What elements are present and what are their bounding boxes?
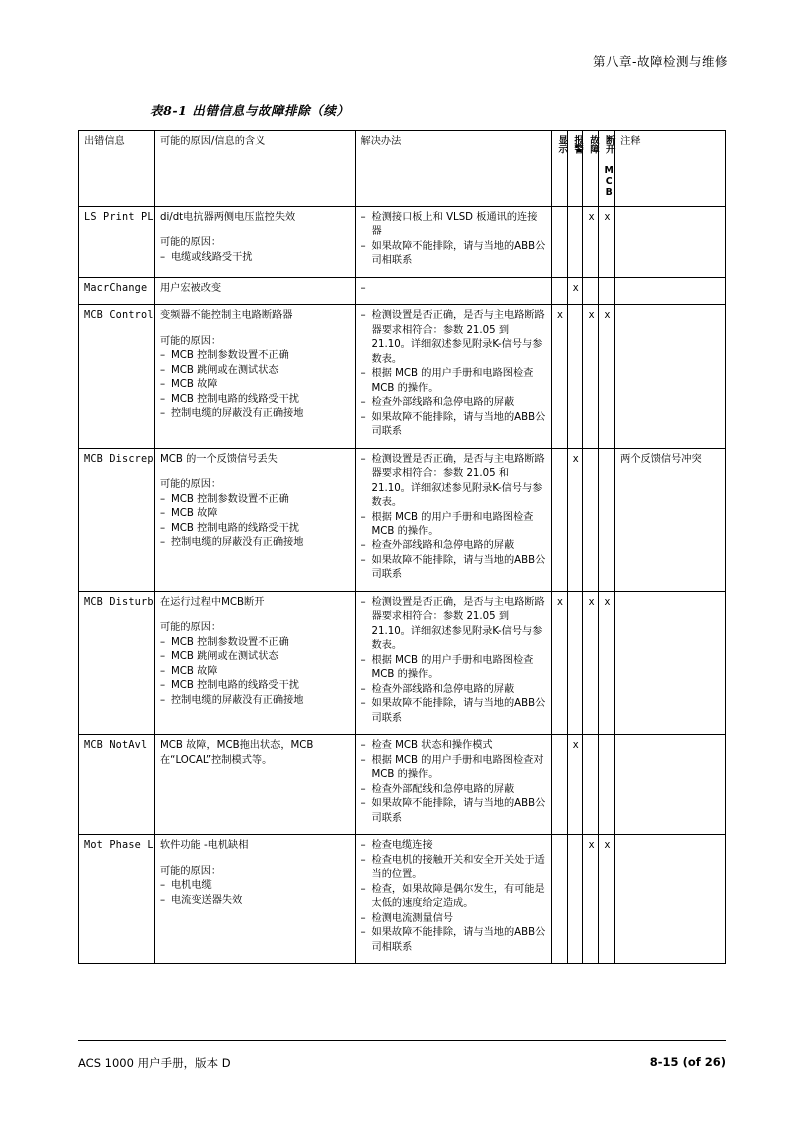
cause-list-item: – 电机电缆 [160,879,350,893]
cell-mark-display [551,277,567,304]
remedy-list-item: – 如果故障不能排除，请与当地的ABB公司联系 [361,554,546,583]
cell-cause [154,277,355,304]
remedy-list-item: – 检查电缆连接 [361,839,546,853]
remedy-list-item: – 检测电流测量信号 [361,912,546,926]
remedy-list-item: – 检查，如果故障是偶尔发生，有可能是太低的速度给定造成。 [361,883,546,912]
running-header: 第八章-故障检测与维修 [592,54,728,69]
cell-mark-fault: x [583,305,599,448]
cause-list [160,349,350,421]
remedy-list-item: – 如果故障不能排除，请与当地的ABB公司联系 [361,411,546,440]
cause-lead: MCB 的一个反馈信号丢失 [159,453,278,465]
remedy-list-item: – 检测设置是否正确，是否与主电路断路器要求相符合：参数 21.05 到 21.10。详细叙述参见附录K-信号与参数表。 [361,309,546,367]
cell-cause [154,448,355,591]
remedy-list-item: – 根据 MCB 的用户手册和电路图检查 MCB 的操作。 [361,367,546,396]
cause-list-item: – MCB 跳闸或在测试状态 [160,650,350,664]
column-header-alarm: 报警 [567,131,583,207]
cause-list-item: – MCB 故障 [160,378,350,392]
remedy-list-item: – 检查外部线路和急停电路的屏蔽 [361,539,546,553]
cell-note: 两个反馈信号冲突 [615,448,726,591]
cause-lead: 软件功能 -电机缺相 [159,840,249,852]
table-header-row [79,131,726,207]
cell-error-code: MCB Disturb [79,591,155,734]
cell-mark-display: x [551,305,567,448]
fault-table [78,130,726,964]
cause-list-item: – MCB 跳闸或在测试状态 [160,364,350,378]
spacer [160,324,350,335]
table-row [79,735,726,835]
cell-mark-alarm [567,206,583,277]
cause-lead: di/dt电抗器两侧电压监控失效 [159,211,296,223]
cell-mark-fault: x [583,206,599,277]
cell-mark-trip-mcb [599,448,615,591]
cause-heading: 可能的原因： [159,237,222,249]
cell-cause [154,206,355,277]
cause-list-item: – MCB 控制电路的线路受干扰 [160,679,350,693]
table-row [79,448,726,591]
cell-remedy [355,448,551,591]
cell-mark-trip-mcb [599,277,615,304]
column-header-code: 出错信息 [79,131,155,207]
remedy-list-item: – 检测接口板上和 VLSD 板通讯的连接器 [361,211,546,240]
cell-note [615,835,726,964]
remedy-list-item: – 检查 MCB 状态和操作模式 [361,739,546,753]
cause-list-item: – 控制电缆的屏蔽没有正确接地 [160,407,350,421]
remedy-list-item: – 检查外部配线和急停电路的屏蔽 [361,783,546,797]
column-header-cause: 可能的原因/信息的含义 [154,131,355,207]
cause-list-item: – MCB 控制电路的线路受干扰 [160,393,350,407]
cell-cause [154,305,355,448]
cause-lead: MCB 故障，MCB拖出状态，MCB在“LOCAL”控制模式等。 [159,740,314,766]
cause-heading: 可能的原因： [159,479,222,491]
cause-heading: 可能的原因： [159,335,222,347]
fault-table-body [79,206,726,963]
spacer [160,225,350,236]
cause-lead: 变频器不能控制主电路断路器 [159,310,293,322]
cause-list-item: – MCB 故障 [160,665,350,679]
cause-list [160,636,350,708]
remedy-plain: – [360,282,366,294]
cell-cause [154,735,355,835]
cause-list-item: – MCB 故障 [160,507,350,521]
cause-lead: 用户宏被改变 [159,282,222,294]
remedy-list-item: – 如果故障不能排除，请与当地的ABB公司相联系 [361,926,546,955]
remedy-list [361,596,546,726]
cell-mark-display: x [551,591,567,734]
remedy-list-item: – 检测设置是否正确，是否与主电路断路器要求相符合：参数 21.05 到 21.10。详细叙述参见附录K-信号与参数表。 [361,596,546,654]
cause-list-item: – 电流变送器失效 [160,894,350,908]
spacer [160,610,350,621]
cell-note [615,277,726,304]
cause-list-item: – 控制电缆的屏蔽没有正确接地 [160,536,350,550]
cell-mark-trip-mcb: x [599,835,615,964]
cell-mark-alarm: x [567,448,583,591]
cell-mark-fault: x [583,835,599,964]
cause-heading: 可能的原因： [159,622,222,634]
column-header-remedy: 解决办法 [355,131,551,207]
cell-mark-fault [583,277,599,304]
footer-page-number: 8-15 (of 26) [649,1055,726,1069]
footer-manual-title: ACS 1000 用户手册，版本 D [78,1056,231,1070]
cell-mark-display [551,735,567,835]
remedy-list-item: – 如果故障不能排除，请与当地的ABB公司联系 [361,697,546,726]
remedy-list-item: – 根据 MCB 的用户手册和电路图检查对 MCB 的操作。 [361,754,546,783]
cell-remedy [355,277,551,304]
cell-mark-trip-mcb: x [599,206,615,277]
table-caption: 表8-1 出错信息与故障排除（续） [150,103,350,118]
cell-mark-trip-mcb [599,735,615,835]
cell-mark-fault [583,735,599,835]
cause-list-item: – MCB 控制参数设置不正确 [160,636,350,650]
remedy-list-item: – 检查外部线路和急停电路的屏蔽 [361,396,546,410]
cell-remedy [355,835,551,964]
cell-mark-display [551,206,567,277]
column-header-note: 注释 [615,131,726,207]
cause-list [160,493,350,551]
remedy-list [361,739,546,826]
table-row [79,835,726,964]
cell-cause [154,591,355,734]
cause-list-item: – MCB 控制参数设置不正确 [160,349,350,363]
cell-note [615,206,726,277]
remedy-list-item: – 检查电机的接触开关和安全开关处于适当的位置。 [361,854,546,883]
cell-error-code: MCB Control [79,305,155,448]
column-header-trip-mcb: 断开 MCB [599,131,615,207]
table-row [79,277,726,304]
cell-mark-fault [583,448,599,591]
remedy-list-item: – 如果故障不能排除，请与当地的ABB公司相联系 [361,240,546,269]
remedy-list-item: – 如果故障不能排除，请与当地的ABB公司联系 [361,797,546,826]
cell-mark-alarm [567,835,583,964]
remedy-list-item: – 检测设置是否正确，是否与主电路断路器要求相符合：参数 21.05 和 21.10。详细叙述参见附录K-信号与参数表。 [361,453,546,511]
cell-mark-trip-mcb: x [599,591,615,734]
cause-heading: 可能的原因： [159,865,222,877]
remedy-list-item: – 根据 MCB 的用户手册和电路图检查 MCB 的操作。 [361,511,546,540]
cell-error-code: MacrChange [79,277,155,304]
cell-mark-alarm [567,305,583,448]
remedy-list [361,211,546,269]
cell-mark-fault: x [583,591,599,734]
cell-mark-alarm [567,591,583,734]
cell-remedy [355,591,551,734]
cause-list-item: – MCB 控制参数设置不正确 [160,493,350,507]
table-row [79,206,726,277]
remedy-list-item: – 根据 MCB 的用户手册和电路图检查 MCB 的操作。 [361,654,546,683]
spacer [160,467,350,478]
table-row [79,305,726,448]
remedy-list [361,309,546,439]
cell-note [615,735,726,835]
cell-note [615,305,726,448]
cause-lead: 在运行过程中MCB断开 [159,596,265,608]
cell-cause [154,835,355,964]
cell-remedy [355,735,551,835]
cell-note [615,591,726,734]
remedy-list-item: – 检查外部线路和急停电路的屏蔽 [361,683,546,697]
cell-error-code: LS Print PL [79,206,155,277]
cell-error-code: MCB Discrep [79,448,155,591]
cell-mark-display [551,448,567,591]
cause-list [160,879,350,908]
cell-error-code: Mot Phase L [79,835,155,964]
cell-error-code: MCB NotAvl [79,735,155,835]
footer-divider [78,1040,726,1041]
remedy-list [361,453,546,583]
fault-table-container [78,130,726,964]
spacer [160,854,350,865]
cause-list-item: – 控制电缆的屏蔽没有正确接地 [160,694,350,708]
cell-mark-alarm: x [567,735,583,835]
cell-remedy [355,305,551,448]
column-header-display: 显示 [551,131,567,207]
cell-mark-alarm: x [567,277,583,304]
table-row [79,591,726,734]
remedy-list [361,839,546,955]
cause-list-item: – MCB 控制电路的线路受干扰 [160,522,350,536]
cell-remedy [355,206,551,277]
cell-mark-trip-mcb: x [599,305,615,448]
cause-list-item: – 电缆或线路受干扰 [160,251,350,265]
cause-list [160,251,350,265]
column-header-fault: 故障 [583,131,599,207]
cell-mark-display [551,835,567,964]
